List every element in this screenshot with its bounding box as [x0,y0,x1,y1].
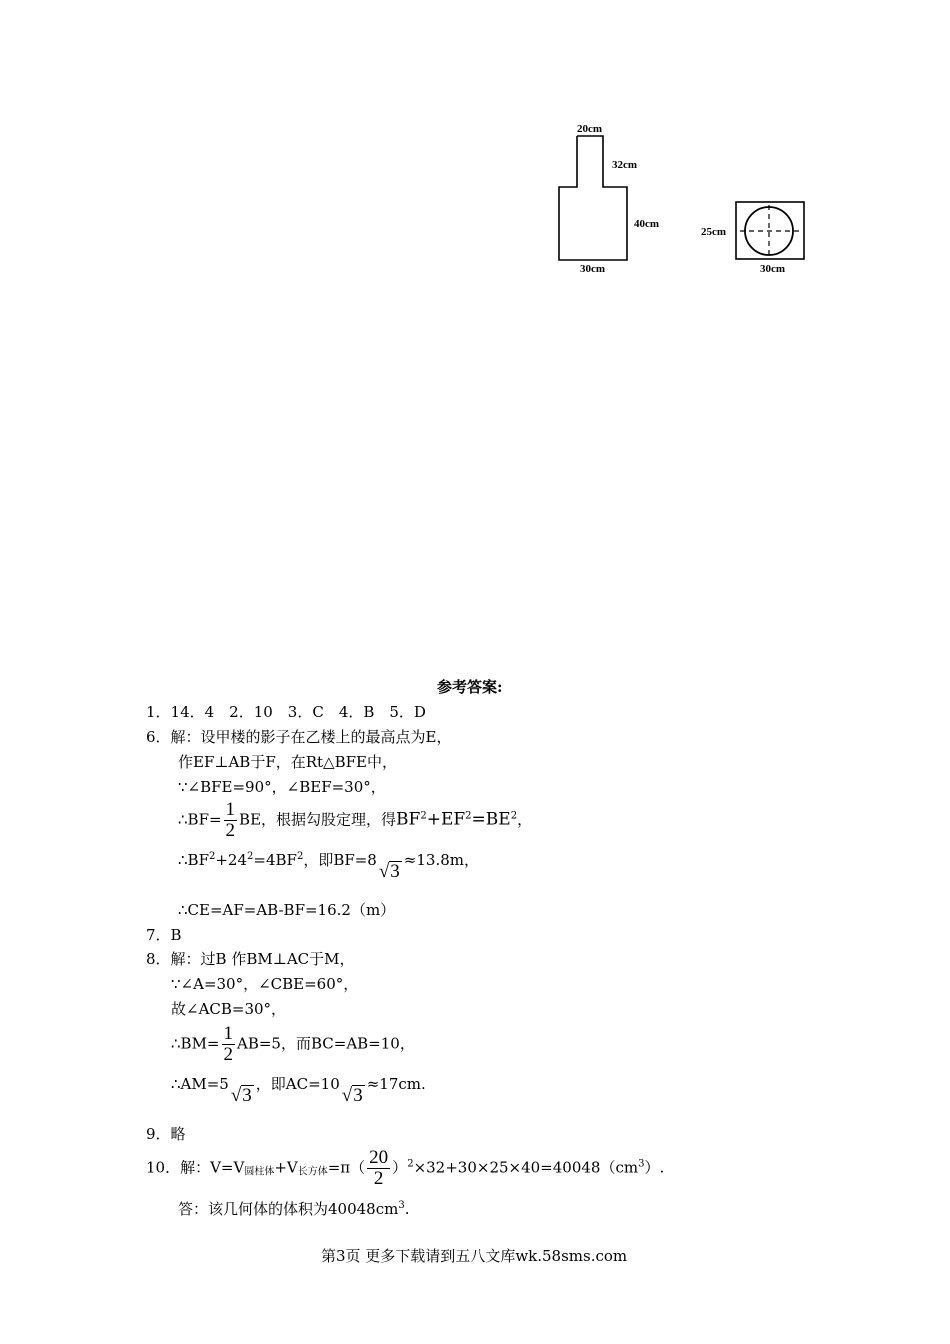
answer-line-11: 故∠ACB=30°， [171,1000,287,1018]
answer-line-10: ∵∠A=30°，∠CBE=60°， [171,975,359,993]
answer-line-3: 作EF⊥AB于F，在Rt△BFE中， [178,753,397,771]
label-bottom-height: 40cm [634,218,660,230]
answers-title: 参考答案: [437,678,503,696]
answer-line-14: 9．略 [146,1125,186,1143]
answer-line-5: ∴BF= $\frac{1}{2}$ BE，根据勾股定理，得$BF^2+EF^2=BE^2$， [178,799,533,841]
label-top-view-bottom: 30cm [760,263,786,275]
front-view-diagram [540,115,680,285]
sqrt-3-a: √3 [230,1085,252,1106]
fraction-half-2: $\frac{1}{2}$ [223,1023,233,1065]
answer-line-7: ∴CE=AF=AB-BF=16.2（m） [178,901,396,919]
sqrt-3: √3 [378,861,400,882]
answer-line-13: ∴AM=5√3，即AC=10√3≈17cm. [171,1075,426,1106]
answer-line-9: 8．解：过B 作BM⊥AC于M， [146,950,355,968]
answer-line-16: 答：该几何体的体积为$40048cm^3$. [178,1200,410,1218]
fraction-20-over-2: $\frac{20}{2}$ [369,1147,389,1189]
front-view-outline [559,136,627,260]
label-top-height: 32cm [612,159,638,171]
label-top-width: 20cm [577,123,603,135]
page-footer: 第3页 更多下载请到五八文库wk.58sms.com [321,1247,628,1265]
answer-line-6: $\therefore BF^2+24^2=4BF^2$，即BF=8√3≈13.8m， [178,851,479,882]
fraction-half: $\frac{1}{2}$ [225,799,236,841]
answer-line-8: 7．B [146,926,182,944]
sqrt-3-b: √3 [341,1085,363,1106]
label-bottom-width: 30cm [580,263,606,275]
answer-line-15: 10．解：V=V圆柱体+V长方体=π（ $\frac{20}{2}$ ）$^2\times 32+30\times 25\times 40=40048(cm^3)$. [146,1147,665,1189]
top-view-diagram [730,195,810,265]
answer-line-1: 1．14．4 2．10 3．C 4．B 5．D [146,703,426,721]
label-top-view-side: 25cm [701,226,727,238]
answer-line-2: 6．解：设甲楼的影子在乙楼上的最高点为E， [146,728,452,746]
answer-line-12: ∴BM= $\frac{1}{2}$ AB=5，而BC=AB=10， [171,1023,415,1065]
answer-line-4: ∵∠BFE=90°，∠BEF=30°， [178,778,386,796]
